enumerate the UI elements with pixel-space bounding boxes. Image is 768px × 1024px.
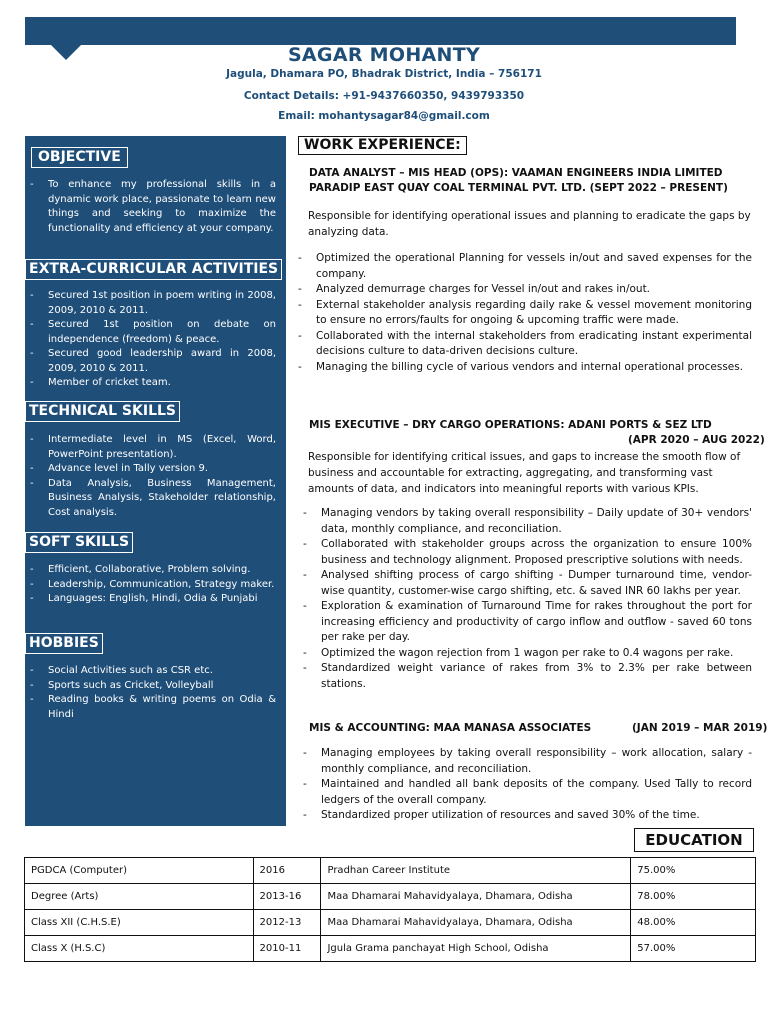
score-cell: 75.00% — [631, 858, 756, 884]
list-item: - Collaborated with the internal stakeholders from eradicating instant experimental decisions culture to data-driven decisions culture. — [298, 329, 752, 360]
table-row — [25, 936, 756, 962]
institution-cell: Maa Dhamarai Mahavidyalaya, Dhamara, Odisha — [321, 884, 631, 910]
score-cell: 57.00% — [631, 936, 756, 962]
sidebar — [25, 136, 286, 826]
technical-skills-list — [30, 433, 276, 520]
hobbies-heading: HOBBIES — [25, 633, 103, 654]
list-item: - Secured 1st position in poem writing in 2008, 2009, 2010 & 2011. — [30, 289, 276, 318]
job-title: MIS & ACCOUNTING: MAA MANASA ASSOCIATES — [309, 722, 592, 734]
list-item: - Standardized proper utilization of resources and saved 30% of the time. — [303, 808, 752, 824]
email: Email: mohantysagar84@gmail.com — [278, 110, 490, 122]
candidate-name: SAGAR MOHANTY — [287, 44, 481, 66]
objective-list — [30, 178, 276, 236]
institution-cell: Jgula Grama panchayat High School, Odisha — [321, 936, 631, 962]
list-item: - Intermediate level in MS (Excel, Word, PowerPoint presentation). — [30, 433, 276, 462]
qualification-cell: PGDCA (Computer) — [25, 858, 254, 884]
list-item: - Languages: English, Hindi, Odia & Punjabi — [30, 592, 276, 607]
institution-cell: Maa Dhamarai Mahavidyalaya, Dhamara, Odisha — [321, 910, 631, 936]
year-cell: 2010-11 — [253, 936, 321, 962]
list-item: - Analysed shifting process of cargo shifting - Dumper turnaround time, vendor-wise quantity, customer-wise cargo shifting, etc. & saved INR 60 lakhs per year. — [303, 568, 752, 599]
job-responsibilities — [303, 746, 752, 824]
education-table — [24, 857, 756, 962]
list-item: - Exploration & examination of Turnaround Time for rakes throughout the port for increasing efficiency and productivity of cargo inflow and outflow - saved 60 tons per rake per day. — [303, 599, 752, 646]
list-item: - Leadership, Communication, Strategy maker. — [30, 578, 276, 593]
list-item: - Collaborated with stakeholder groups across the organization to ensure 100% business and technology alignment. Proposed prescriptive solutions with needs. — [303, 537, 752, 568]
list-item: - Managing employees by taking overall responsibility – work allocation, salary - monthly compliance, and reconciliation. — [303, 746, 752, 777]
extra-curricular-list — [30, 289, 276, 391]
job-responsibilities — [303, 506, 752, 692]
list-item: - Secured good leadership award in 2008, 2009, 2010 & 2011. — [30, 347, 276, 376]
job-dates: (APR 2020 – AUG 2022) — [628, 434, 765, 446]
year-cell: 2016 — [253, 858, 321, 884]
technical-skills-heading: TECHNICAL SKILLS — [25, 401, 180, 422]
extra-curricular-heading: EXTRA-CURRICULAR ACTIVITIES — [25, 259, 282, 280]
qualification-cell: Class XII (C.H.S.E) — [25, 910, 254, 936]
list-item: - Optimized the operational Planning for vessels in/out and saved expenses for the company. — [298, 251, 752, 282]
score-cell: 78.00% — [631, 884, 756, 910]
header-bar — [25, 17, 736, 45]
score-cell: 48.00% — [631, 910, 756, 936]
list-item: - Sports such as Cricket, Volleyball — [30, 679, 276, 694]
soft-skills-list — [30, 563, 276, 607]
list-item: - Member of cricket team. — [30, 376, 276, 391]
address: Jagula, Dhamara PO, Bhadrak District, India – 756171 — [226, 68, 542, 80]
list-item: - To enhance my professional skills in a dynamic work place, passionate to learn new things and seeking to maximize the functionality and efficiency at your company. — [30, 178, 276, 236]
job-dates: (JAN 2019 – MAR 2019) — [632, 722, 768, 734]
list-item: - Optimized the wagon rejection from 1 wagon per rake to 0.4 wagons per rake. — [303, 646, 752, 662]
job-summary: Responsible for identifying critical issues, and gaps to increase the smooth flow of business and accountable for extracting, aggregating, and transforming vast amounts of data, and indicators into meaningful reports with various KPIs. — [308, 451, 741, 495]
job-summary: Responsible for identifying operational issues and planning to eradicate the gaps by analyzing data. — [308, 210, 751, 238]
list-item: - Efficient, Collaborative, Problem solving. — [30, 563, 276, 578]
list-item: - Secured 1st position on debate on independence (freedom) & peace. — [30, 318, 276, 347]
table-row — [25, 910, 756, 936]
table-row — [25, 884, 756, 910]
job-company: PARADIP EAST QUAY COAL TERMINAL PVT. LTD. (SEPT 2022 – PRESENT) — [309, 182, 728, 194]
year-cell: 2012-13 — [253, 910, 321, 936]
list-item: - Social Activities such as CSR etc. — [30, 664, 276, 679]
objective-heading: OBJECTIVE — [31, 147, 128, 168]
contact-details: Contact Details: +91-9437660350, 9439793350 — [243, 90, 525, 102]
institution-cell: Pradhan Career Institute — [321, 858, 631, 884]
year-cell: 2013-16 — [253, 884, 321, 910]
list-item: - Managing vendors by taking overall responsibility – Daily update of 30+ vendors' data, monthly compliance, and reconciliation. — [303, 506, 752, 537]
work-experience-heading: WORK EXPERIENCE: — [298, 136, 467, 155]
hobbies-list — [30, 664, 276, 722]
list-item: - Maintained and handled all bank deposits of the company. Used Tally to record ledgers of the overall company. — [303, 777, 752, 808]
soft-skills-heading: SOFT SKILLS — [25, 532, 133, 553]
list-item: - External stakeholder analysis regarding daily rake & vessel movement monitoring to ensure no errors/faults for ongoing & upcoming traffic were made. — [298, 298, 752, 329]
qualification-cell: Class X (H.S.C) — [25, 936, 254, 962]
list-item: - Reading books & writing poems on Odia & Hindi — [30, 693, 276, 722]
job-title: MIS EXECUTIVE – DRY CARGO OPERATIONS: ADANI PORTS & SEZ LTD — [309, 419, 712, 431]
job-responsibilities — [298, 251, 752, 375]
list-item: - Advance level in Tally version 9. — [30, 462, 276, 477]
list-item: - Data Analysis, Business Management, Business Analysis, Stakeholder relationship, Cost analysis. — [30, 477, 276, 521]
job-title: DATA ANALYST – MIS HEAD (OPS): VAAMAN ENGINEERS INDIA LIMITED — [309, 167, 723, 179]
education-heading: EDUCATION — [634, 828, 754, 852]
list-item: - Managing the billing cycle of various vendors and internal operational processes. — [298, 360, 752, 376]
qualification-cell: Degree (Arts) — [25, 884, 254, 910]
list-item: - Standardized weight variance of rakes from 3% to 2.3% per rake between stations. — [303, 661, 752, 692]
list-item: - Analyzed demurrage charges for Vessel in/out and rakes in/out. — [298, 282, 752, 298]
table-row — [25, 858, 756, 884]
